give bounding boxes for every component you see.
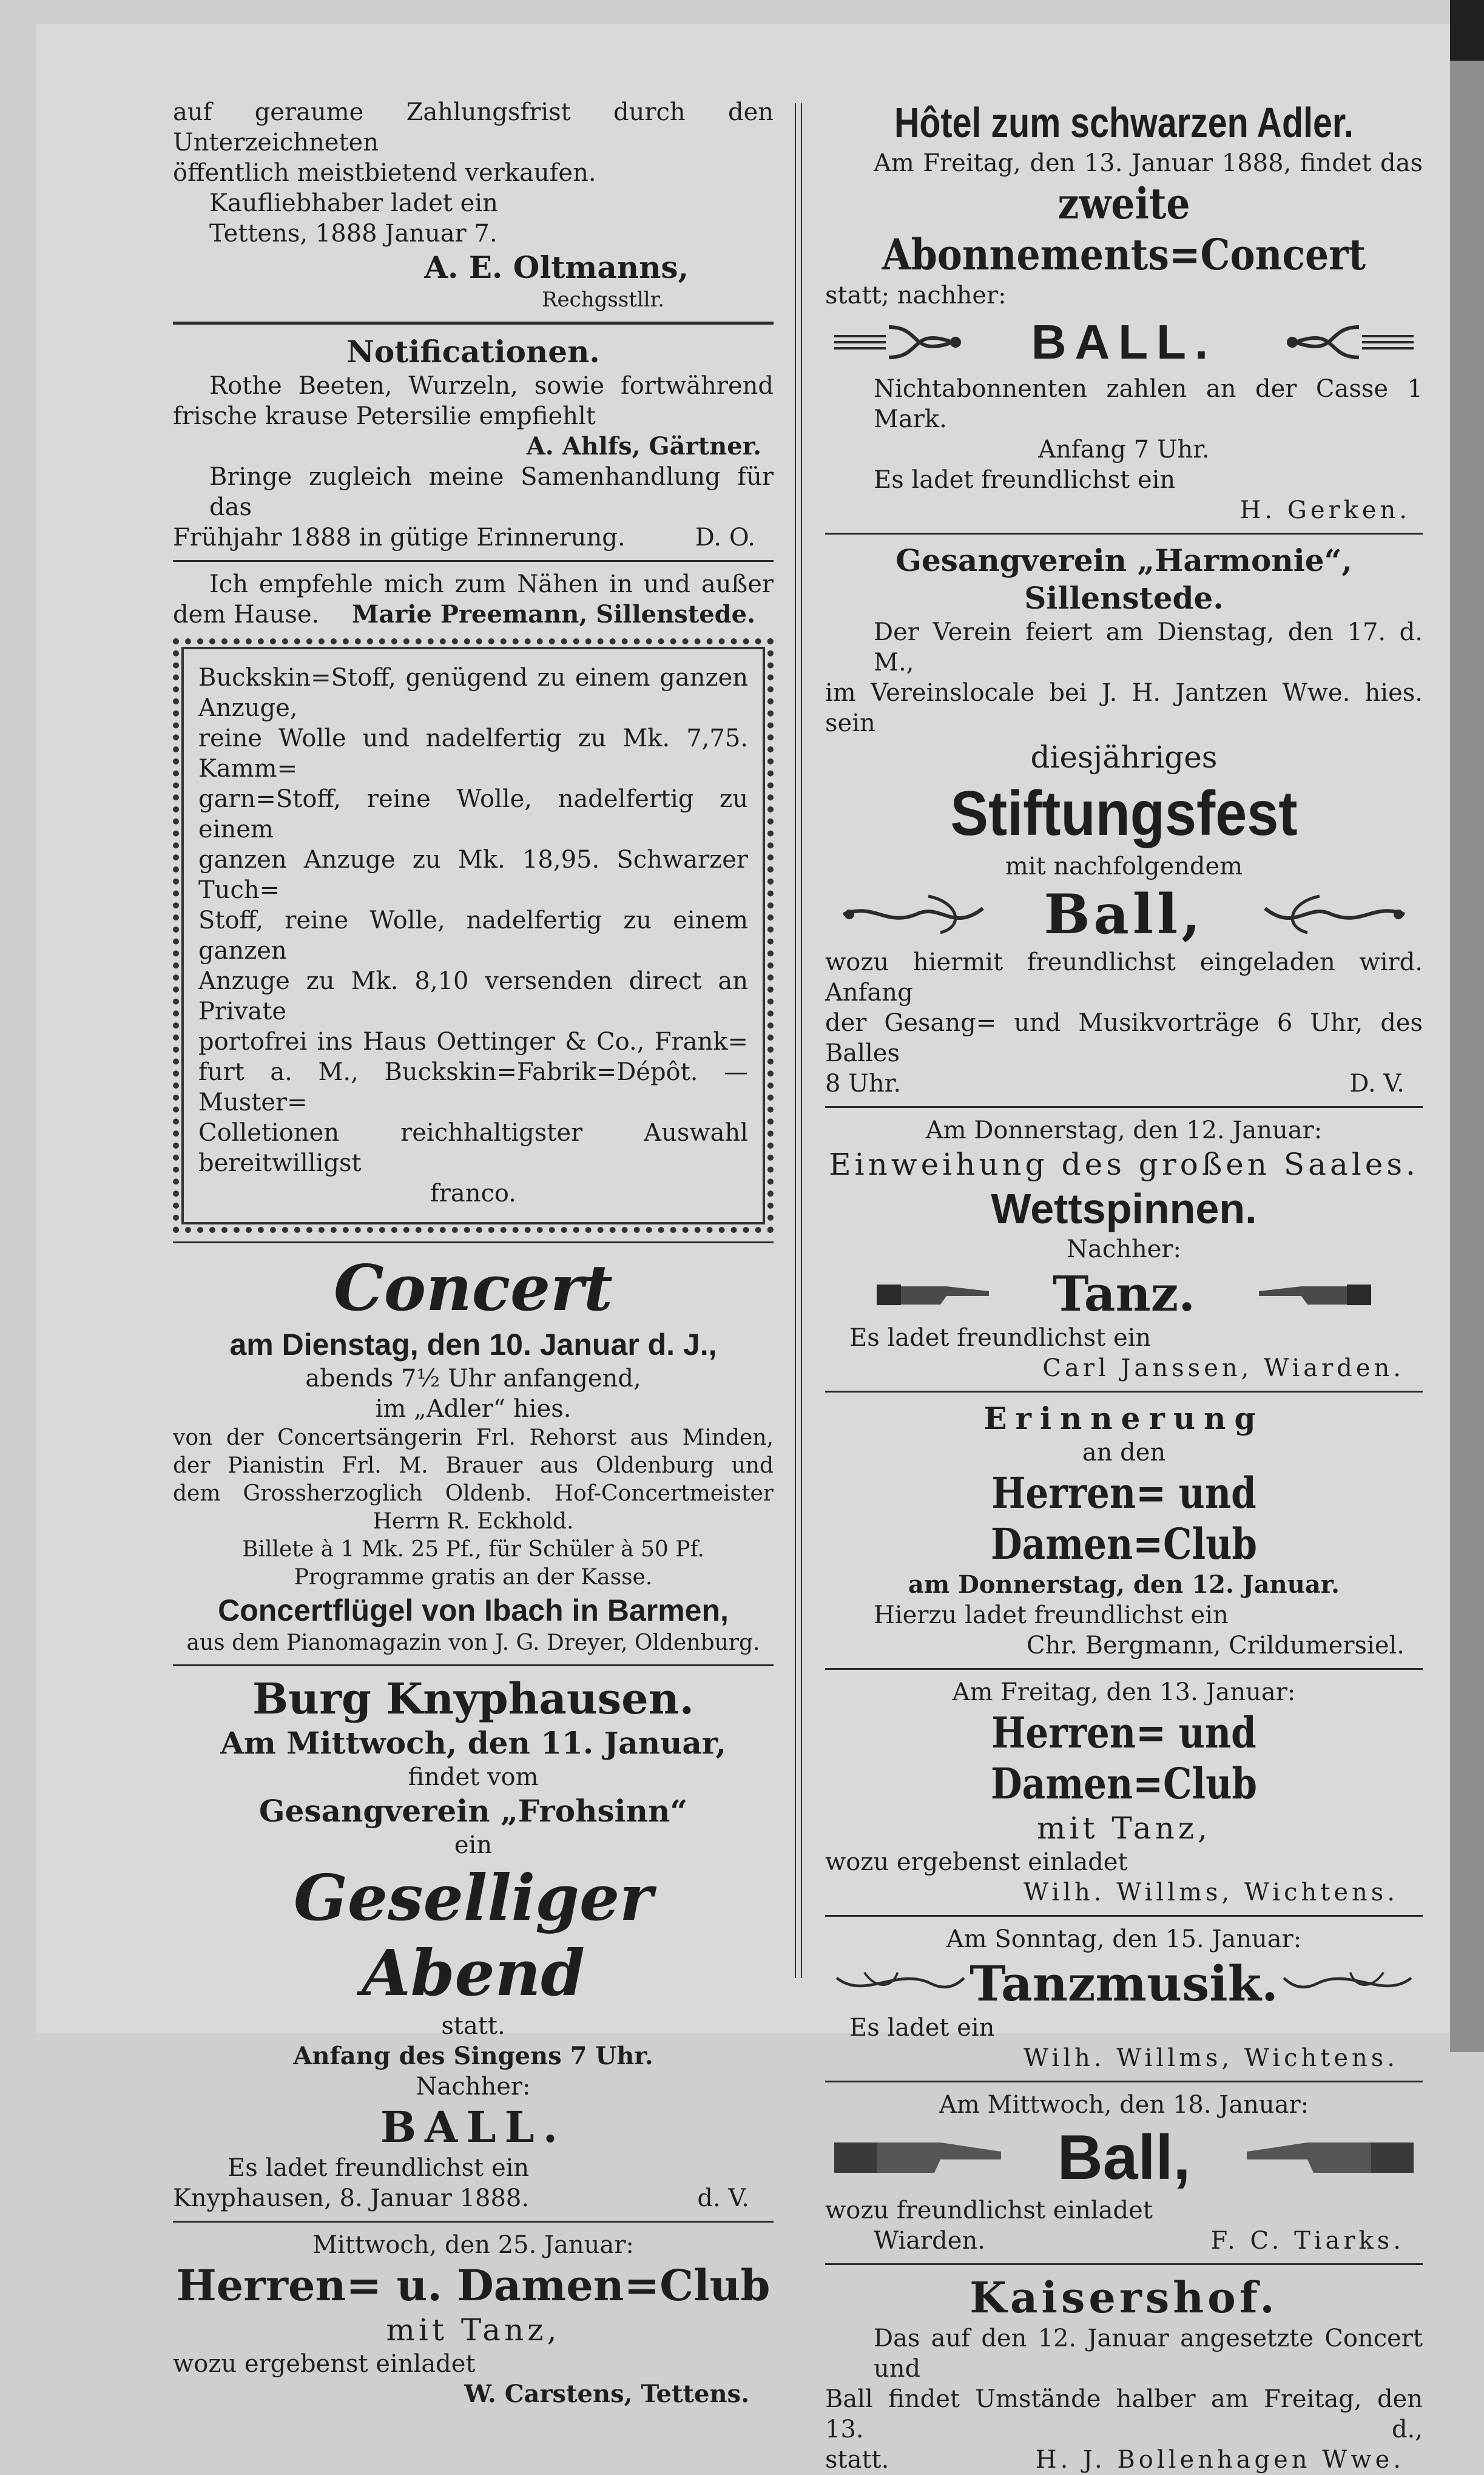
ad-text: 8 Uhr. — [825, 1070, 902, 1098]
ad-title: Notificationen. — [346, 334, 600, 370]
divider — [825, 1915, 1423, 1917]
ad-text: der Gesang= und Musikvorträge 6 Uhr, des Balles — [825, 1009, 1423, 1067]
ad-text: Tettens, 1888 Januar 7. — [209, 220, 497, 248]
ad-date: Am Donnerstag, den 12. Januar: — [925, 1116, 1323, 1144]
ad-date: Am Freitag, den 13. Januar: — [952, 1678, 1296, 1706]
ad-text: diesjähriges — [1030, 740, 1218, 775]
ad-subtitle: mit Tanz, — [1036, 1811, 1212, 1846]
divider — [825, 1106, 1423, 1108]
ad-text: Kaufliebhaber ladet ein — [209, 189, 498, 217]
ad-title: Kaisershof. — [970, 2272, 1278, 2323]
ball-banner — [825, 882, 1423, 947]
ad-text: Stoff, reine Wolle, nadelfertig zu einem ganzen — [198, 907, 748, 965]
ad-signature-title: Rechgsstllr. — [541, 288, 664, 312]
ad-text: Es ladet freundlichst ein — [874, 466, 1176, 494]
pointing-hand-left-icon — [1253, 1269, 1374, 1318]
ad-subtitle: Gesangverein „Frohsinn“ — [258, 1793, 688, 1829]
ad-text: Anzuge zu Mk. 8,10 versenden direct an Private — [198, 967, 748, 1025]
divider — [825, 1391, 1423, 1393]
flourish-left-icon — [837, 890, 989, 939]
ad-burg-knyphausen — [173, 1673, 774, 2213]
ad-headline: zweite Abonnements=Concert — [882, 178, 1366, 280]
ad-concert — [173, 1251, 774, 1657]
ad-text: der Pianistin Frl. M. Brauer aus Oldenburg und — [173, 1453, 774, 1478]
flourish-left-icon — [831, 1959, 970, 2008]
ad-text: Am Freitag, den 13. Januar 1888, findet das — [874, 149, 1423, 177]
ad-buckskin-box — [173, 638, 774, 1233]
ad-date: Am Mittwoch, den 11. Januar, — [220, 1725, 726, 1761]
ad-text: Hierzu ladet freundlichst ein — [874, 1601, 1229, 1629]
ad-title: Gesangverein „Harmonie“, Sillenstede. — [895, 542, 1352, 616]
ad-row — [825, 2445, 1423, 2475]
ad-text: findet vom — [408, 1763, 539, 1791]
ad-text: Ich empfehle mich zum Nähen in und außer — [209, 570, 774, 598]
ad-date: am Dienstag, den 10. Januar d. J., — [229, 1328, 717, 1362]
ball-banner — [825, 2120, 1423, 2195]
ad-schwarzer-adler — [825, 97, 1423, 525]
ad-text: im Vereinslocale bei J. H. Jantzen Wwe. hies. sein — [825, 679, 1423, 737]
ad-date: Am Sonntag, den 15. Januar: — [946, 1925, 1302, 1953]
ad-text: an den — [1082, 1439, 1166, 1467]
ad-title: Burg Knyphausen. — [252, 1673, 694, 1724]
ad-text: aus dem Pianomagazin von J. G. Dreyer, Oldenburg. — [186, 1630, 760, 1655]
ad-date: Mittwoch, den 25. Januar: — [312, 2231, 634, 2259]
ad-text: Nachher: — [1066, 1235, 1182, 1263]
ad-text: mit nachfolgendem — [1005, 853, 1243, 880]
ad-text: dem Hause. — [173, 601, 320, 629]
ad-text: Herrn R. Eckhold. — [373, 1509, 574, 1534]
ad-signature: Wilh. Willms, Wichtens. — [1024, 2044, 1398, 2072]
ad-club-willms — [825, 1677, 1423, 1908]
ad-title: Hôtel zum schwarzen Adler. — [894, 99, 1354, 146]
ad-ball: Ball, — [1044, 882, 1204, 947]
ad-text: dem Grossherzoglich Oldenb. Hof-Concertmeister — [173, 1481, 774, 1506]
ad-signature: D. O. — [695, 524, 755, 552]
ad-signature: A. Ahlfs, Gärtner. — [526, 432, 761, 461]
ad-text: von der Concertsängerin Frl. Rehorst aus Minden, — [173, 1425, 774, 1450]
ad-text: Anfang 7 Uhr. — [1038, 436, 1210, 464]
ad-text: ein — [454, 1831, 493, 1859]
ad-signature: d. V. — [697, 2184, 749, 2212]
ad-text: wozu ergebenst einladet — [173, 2350, 476, 2378]
ad-row — [173, 599, 774, 630]
divider — [173, 322, 774, 325]
ad-signature: A. E. Oltmanns, — [424, 249, 689, 285]
ad-preemann — [173, 569, 774, 630]
divider — [825, 1668, 1423, 1670]
ad-text: Colletionen reichhaltigster Auswahl bereitwilligst — [198, 1119, 748, 1177]
ad-text: statt. — [825, 2446, 889, 2474]
ad-title: Einweihung des großen Saales. — [829, 1147, 1419, 1182]
ad-headline: Stiftungsfest — [950, 778, 1298, 849]
ad-signature: Wilh. Willms, Wichtens. — [1024, 1879, 1398, 1906]
ad-text: Der Verein feiert am Dienstag, den 17. d. M., — [874, 618, 1423, 677]
ad-text: statt. — [441, 2012, 505, 2040]
ad-erinnerung — [825, 1400, 1423, 1661]
pointing-hand-left-icon — [1241, 2124, 1417, 2191]
ad-text: Ball findet Umstände halber am Freitag, den 13. d., — [825, 2385, 1423, 2443]
ad-headline: Wettspinnen. — [991, 1185, 1257, 1232]
ad-text: Buckskin=Stoff, genügend zu einem ganzen Anzuge, — [198, 664, 748, 722]
ad-text: Nichtabonnenten zahlen an der Casse 1 Mark. — [874, 375, 1423, 433]
ad-text: abends 7½ Uhr anfangend, — [305, 1365, 641, 1393]
ad-signature: Marie Preemann, Sillenstede. — [352, 600, 755, 629]
ad-text: wozu ergebenst einladet — [825, 1848, 1128, 1876]
ad-notificationen — [173, 333, 774, 553]
ad-carstens — [173, 2230, 774, 2409]
ad-text: Anfang des Singens 7 Uhr. — [293, 2042, 653, 2070]
ad-tiarks — [825, 2090, 1423, 2256]
divider — [825, 2081, 1423, 2082]
ad-text: Bringe zugleich meine Samenhandlung für das — [209, 463, 774, 521]
ad-text: Billete à 1 Mk. 25 Pf., für Schüler à 50 Pf. — [242, 1537, 704, 1562]
flourish-right-icon — [1259, 890, 1411, 939]
ad-harmonie — [825, 542, 1423, 1099]
ad-headline: Tanzmusik. — [970, 1955, 1278, 2012]
ad-text: garn=Stoff, reine Wolle, nadelfertig zu einem — [198, 785, 748, 843]
ad-ball: BALL. — [380, 2102, 567, 2152]
left-column — [173, 97, 774, 2409]
ad-headline: Herren= und Damen=Club — [991, 1468, 1257, 1569]
ad-tanz: Tanz. — [1052, 1265, 1196, 1322]
divider — [173, 1241, 774, 1243]
ad-headline: Ball, — [1057, 2122, 1191, 2193]
ad-text: Es ladet freundlichst ein — [228, 2154, 530, 2182]
ornament-left-icon — [831, 321, 965, 363]
ad-headline: Herren= und Damen=Club — [991, 1707, 1257, 1809]
ad-signature: H. Gerken. — [1239, 496, 1411, 524]
ad-title: Herren= u. Damen=Club — [176, 2260, 771, 2311]
ad-text: furt a. M., Buckskin=Fabrik=Dépôt. — Muster= — [198, 1058, 748, 1116]
divider — [173, 1664, 774, 1666]
ad-text: frische krause Petersilie empfiehlt — [173, 402, 596, 430]
ad-signature: W. Carstens, Tettens. — [464, 2380, 749, 2408]
ad-row — [173, 2183, 774, 2213]
ad-text: wozu hiermit freundlichst eingeladen wird. Anfang — [825, 948, 1423, 1007]
ad-text: auf geraume Zahlungsfrist durch den Unterzeichneten — [173, 98, 774, 157]
ad-oltmanns — [173, 97, 774, 313]
ad-text: franco. — [430, 1180, 517, 1207]
tanzmusik-banner — [825, 1954, 1423, 2013]
ad-signature: D. V. — [1349, 1070, 1405, 1098]
column-divider — [795, 103, 802, 1978]
right-column — [825, 97, 1423, 2475]
ad-ball: BALL. — [1031, 315, 1217, 369]
ad-signature: F. C. Tiarks. — [1210, 2227, 1405, 2255]
tanz-banner — [825, 1265, 1423, 1323]
ad-signature: Chr. Bergmann, Crildumersiel. — [1027, 1632, 1405, 1660]
ad-text: portofrei ins Haus Oettinger & Co., Frank= — [198, 1028, 748, 1056]
ad-title: Concert — [333, 1251, 613, 1325]
ad-subtitle: mit Tanz, — [386, 2312, 561, 2348]
ad-kaisershof — [825, 2272, 1423, 2475]
ad-signature: Carl Janssen, Wiarden. — [1042, 1354, 1405, 1382]
ad-text: reine Wolle und nadelfertig zu Mk. 7,75. Kamm= — [198, 724, 748, 783]
ad-text: ganzen Anzuge zu Mk. 18,95. Schwarzer Tuch= — [198, 846, 748, 904]
ad-text: Rothe Beeten, Wurzeln, sowie fortwährend — [209, 372, 774, 400]
ad-text: Das auf den 12. Januar angesetzte Concert und — [874, 2325, 1423, 2383]
pointing-hand-right-icon — [831, 2124, 1007, 2191]
ad-row — [825, 1069, 1423, 1099]
ad-date: Am Mittwoch, den 18. Januar: — [939, 2091, 1309, 2119]
ad-text: wozu freundlichst einladet — [825, 2196, 1153, 2224]
ad-date: am Donnerstag, den 12. Januar. — [908, 1570, 1340, 1599]
ad-text: öffentlich meistbietend verkaufen. — [173, 159, 596, 187]
ad-text: Knyphausen, 8. Januar 1888. — [173, 2184, 530, 2212]
ad-text: Nachher: — [416, 2073, 531, 2101]
ad-text: Frühjahr 1888 in gütige Erinnerung. — [173, 524, 626, 552]
pointing-hand-right-icon — [874, 1269, 995, 1318]
ad-signature: H. J. Bollenhagen Wwe. — [1035, 2446, 1405, 2474]
ad-text: im „Adler“ hies. — [375, 1395, 572, 1423]
ad-row — [825, 2226, 1423, 2256]
page-edge-top — [1450, 0, 1484, 61]
ad-text: Es ladet ein — [849, 2014, 995, 2042]
ad-text: Es ladet freundlichst ein — [849, 1324, 1152, 1352]
ad-text: Wiarden. — [874, 2227, 985, 2255]
ad-tanzmusik — [825, 1924, 1423, 2073]
ad-text: Programme gratis an der Kasse. — [294, 1565, 653, 1590]
ornament-right-icon — [1283, 321, 1417, 363]
divider — [173, 2221, 774, 2223]
ad-row — [173, 522, 774, 553]
flourish-right-icon — [1278, 1959, 1417, 2008]
divider — [173, 560, 774, 562]
ad-text: statt; nachher: — [825, 282, 1007, 309]
ad-subtitle: Concertflügel von Ibach in Barmen, — [218, 1593, 729, 1627]
ad-title: Erinnerung — [983, 1400, 1264, 1436]
ad-wettspinnen — [825, 1115, 1423, 1383]
divider — [825, 533, 1423, 535]
divider — [825, 2263, 1423, 2265]
ad-headline: Geselliger Abend — [294, 1860, 653, 2010]
page-edge — [1450, 0, 1484, 2052]
ball-banner — [825, 311, 1423, 374]
